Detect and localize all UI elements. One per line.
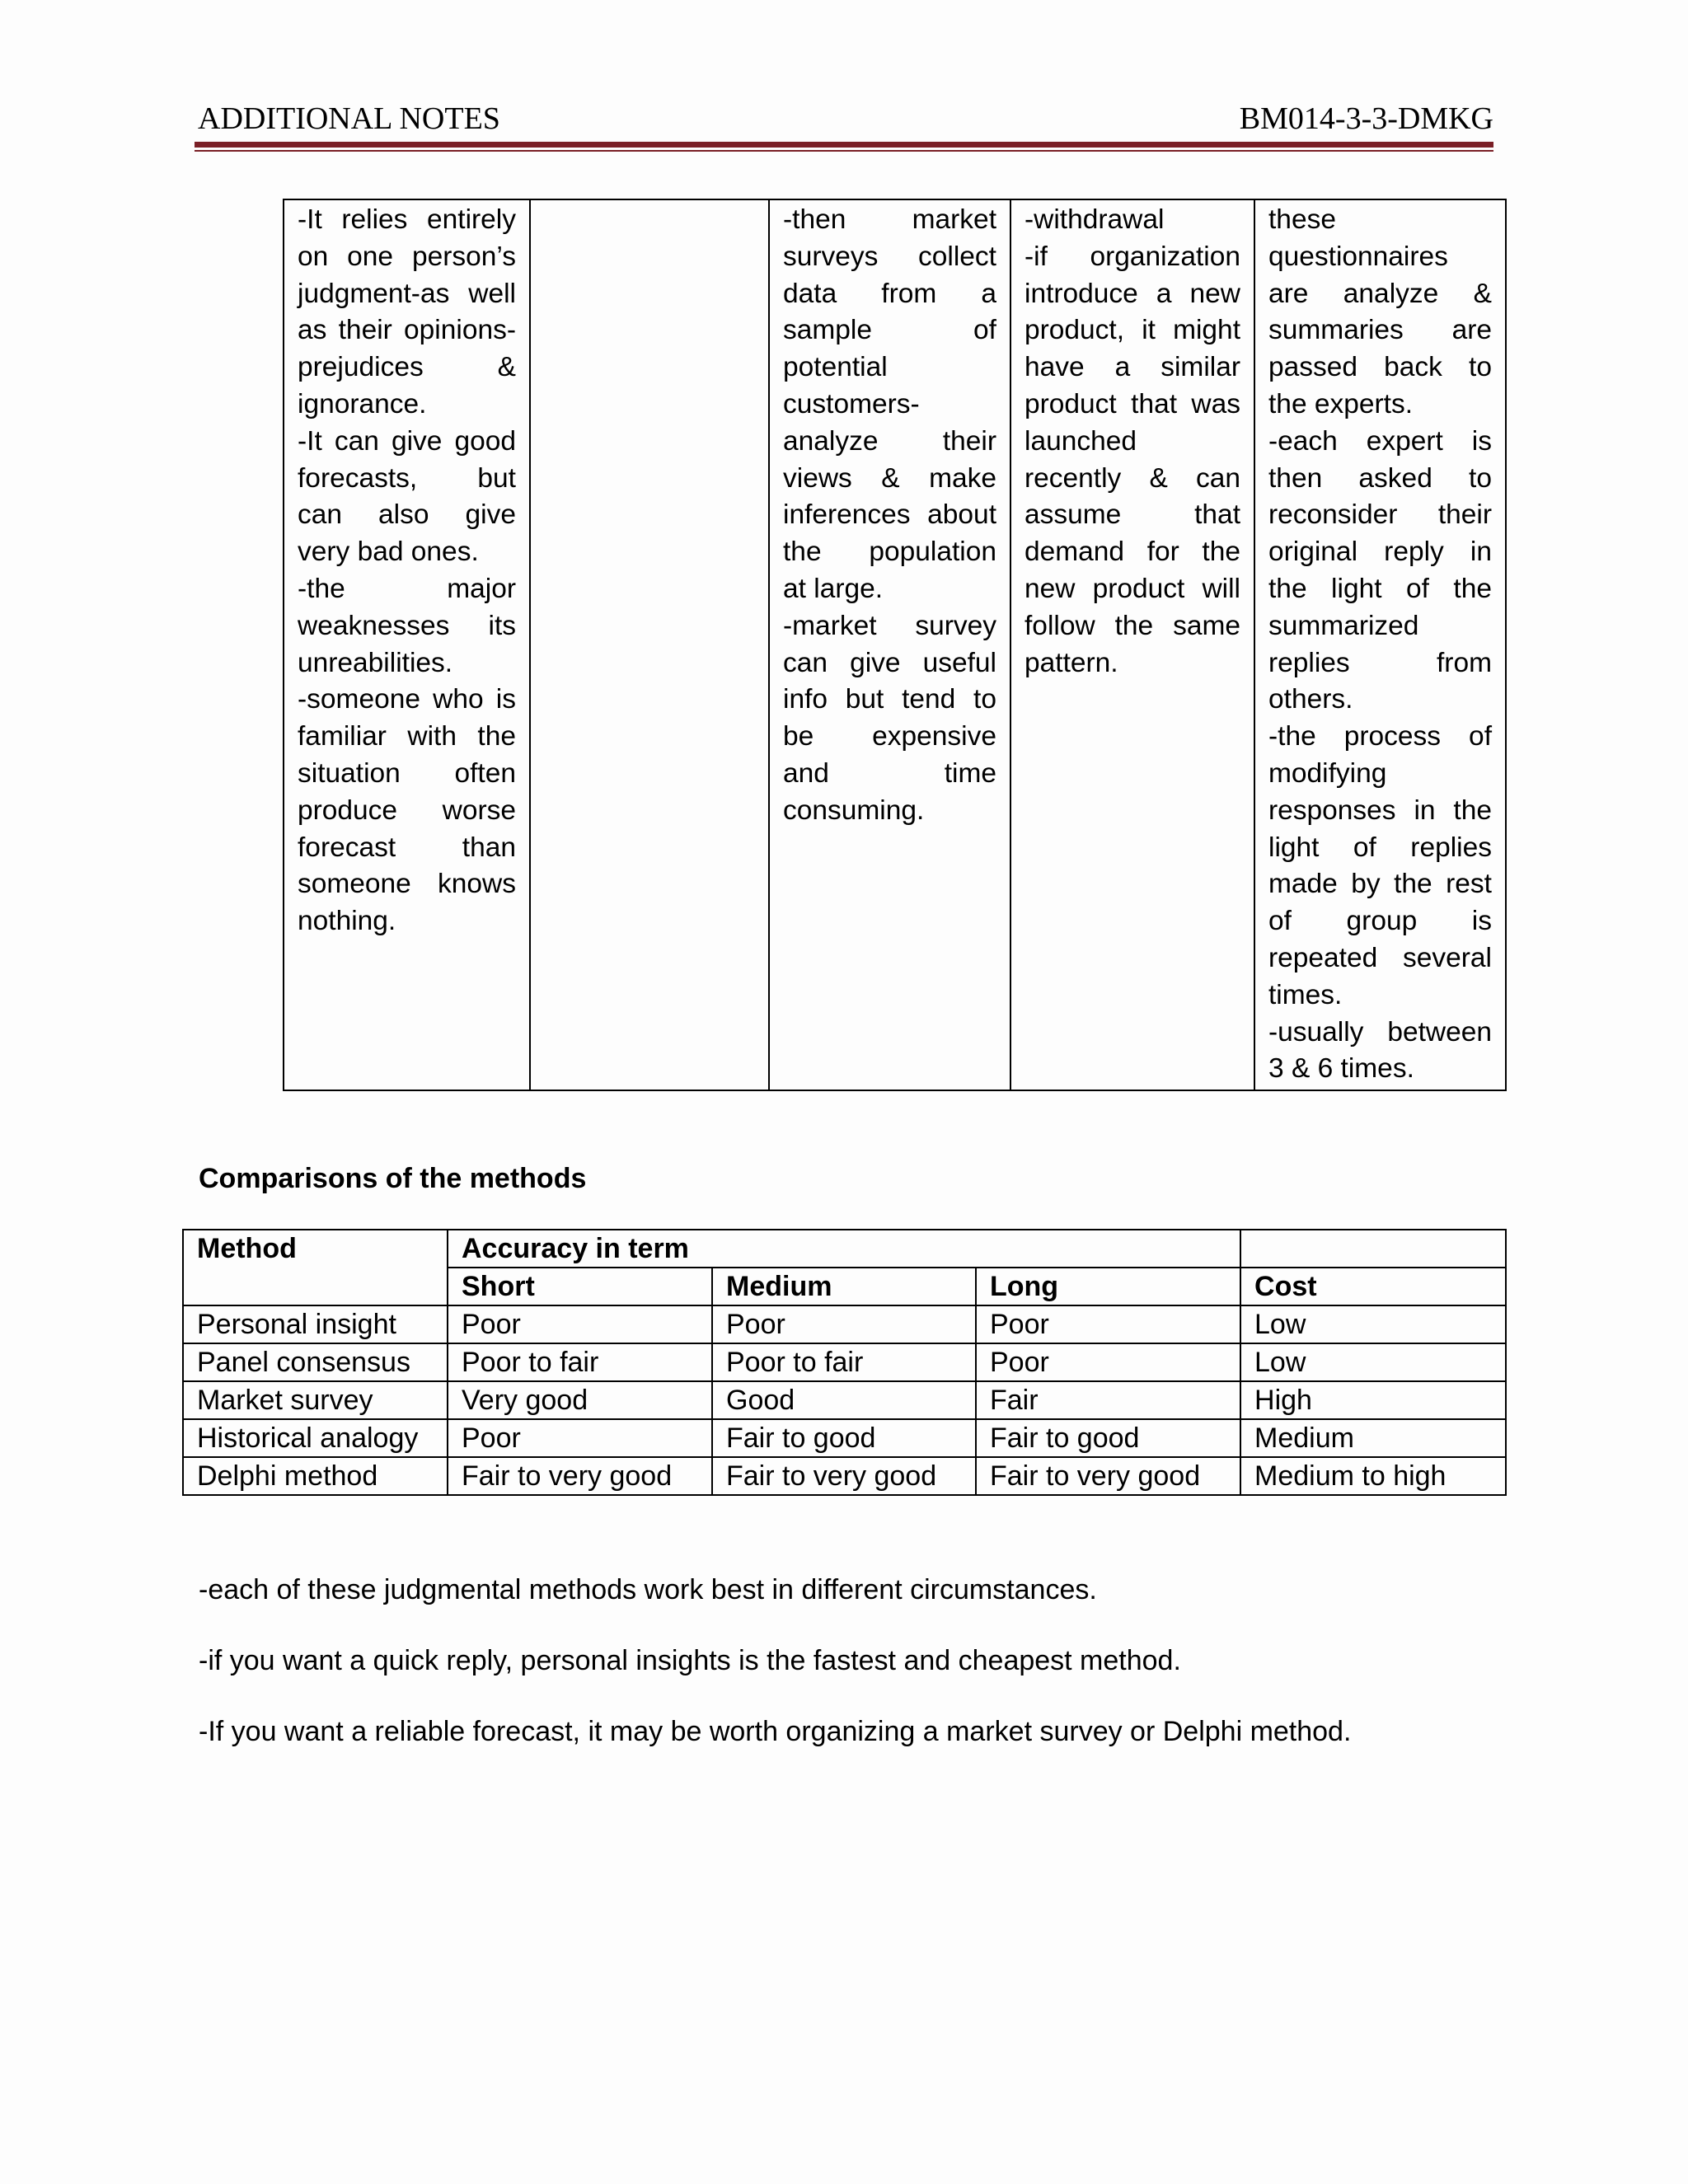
note-line: -It relies entirely bbox=[298, 204, 516, 235]
note-line: summarized bbox=[1268, 610, 1419, 641]
notes-col-historical-analogy bbox=[1010, 199, 1254, 1090]
cell-method: Personal insight bbox=[183, 1305, 448, 1343]
note-line: ignorance. bbox=[298, 388, 427, 419]
note-line: at large. bbox=[783, 573, 884, 604]
note-line: inferences about bbox=[783, 499, 996, 531]
notes-col-empty bbox=[530, 199, 769, 1090]
cell-medium: Fair to good bbox=[712, 1419, 976, 1457]
note-line: questionnaires bbox=[1268, 241, 1448, 272]
note-line: introduce a new bbox=[1025, 278, 1240, 309]
cell-long: Poor bbox=[976, 1305, 1240, 1343]
cell-medium: Poor bbox=[712, 1305, 976, 1343]
note-line: demand for the bbox=[1025, 537, 1240, 568]
note-line: surveys collect bbox=[783, 241, 996, 272]
cell-cost: Medium bbox=[1240, 1419, 1506, 1457]
note-line: potential bbox=[783, 352, 888, 383]
note-line: -withdrawal bbox=[1025, 204, 1165, 235]
notes-table-row bbox=[284, 199, 1506, 1090]
comparison-table bbox=[182, 1229, 1507, 1496]
header-long: Long bbox=[976, 1268, 1240, 1305]
note-line: original reply in bbox=[1268, 537, 1492, 568]
note-line: can also give bbox=[298, 499, 516, 531]
cell-long: Fair to good bbox=[976, 1419, 1240, 1457]
note-line: on one person’s bbox=[298, 241, 516, 272]
cell-medium: Fair to very good bbox=[712, 1457, 976, 1495]
notes-col-delphi-method bbox=[1254, 199, 1506, 1090]
header-rule-thin bbox=[195, 150, 1493, 152]
note-line: forecasts, but bbox=[298, 462, 516, 494]
note-line: the experts. bbox=[1268, 388, 1414, 419]
note-line: nothing. bbox=[298, 906, 396, 937]
cell-medium: Good bbox=[712, 1381, 976, 1419]
cell-cost: Low bbox=[1240, 1343, 1506, 1381]
note-line: -then market bbox=[783, 204, 996, 235]
note-line: can give useful bbox=[783, 647, 996, 678]
note-line: assume that bbox=[1025, 499, 1240, 531]
note-line: recently & can bbox=[1025, 462, 1240, 494]
table-row bbox=[183, 1343, 1506, 1381]
note-line: replies from bbox=[1268, 647, 1492, 678]
note-line: info but tend to bbox=[783, 684, 996, 715]
header-medium: Medium bbox=[712, 1268, 976, 1305]
note-line: -It can give good bbox=[298, 425, 516, 457]
comparison-heading: Comparisons of the methods bbox=[199, 1163, 587, 1194]
header-rule-thick bbox=[195, 142, 1493, 148]
note-line: then asked to bbox=[1268, 462, 1492, 494]
notes-table bbox=[283, 199, 1507, 1091]
note-line: these bbox=[1268, 204, 1336, 235]
note-line: 3 & 6 times. bbox=[1268, 1053, 1414, 1085]
notes-col-personal-insight bbox=[284, 199, 530, 1090]
note-line: analyze their bbox=[783, 425, 996, 457]
note-line: and time bbox=[783, 757, 996, 789]
cell-method: Delphi method bbox=[183, 1457, 448, 1495]
note-line: times. bbox=[1268, 979, 1343, 1010]
notes-col-market-survey bbox=[769, 199, 1010, 1090]
cell-method: Market survey bbox=[183, 1381, 448, 1419]
cell-long: Fair bbox=[976, 1381, 1240, 1419]
note-line: light of replies bbox=[1268, 832, 1492, 863]
note-line: be expensive bbox=[783, 721, 996, 752]
table-row bbox=[183, 1381, 1506, 1419]
note-line: of group is bbox=[1268, 906, 1492, 937]
note-line: produce worse bbox=[298, 794, 516, 826]
note-line: situation often bbox=[298, 757, 516, 789]
note-line: unreabilities. bbox=[298, 647, 453, 678]
note-line: -usually between bbox=[1268, 1016, 1492, 1047]
note-line: follow the same bbox=[1025, 610, 1240, 641]
note-line: prejudices & bbox=[298, 352, 516, 383]
table-row bbox=[183, 1457, 1506, 1495]
note-line: new product will bbox=[1025, 573, 1240, 604]
cell-short: Poor bbox=[448, 1305, 712, 1343]
paragraph-reliable-forecast: -If you want a reliable forecast, it may be worth organizing a market survey or Delphi method. bbox=[199, 1716, 1352, 1747]
cell-cost: High bbox=[1240, 1381, 1506, 1419]
note-line: are analyze & bbox=[1268, 278, 1492, 309]
cell-method: Historical analogy bbox=[183, 1419, 448, 1457]
note-line: passed back to bbox=[1268, 352, 1492, 383]
note-line: repeated several bbox=[1268, 942, 1492, 973]
note-line: -market survey bbox=[783, 610, 996, 641]
note-line: views & make bbox=[783, 462, 996, 494]
cell-short: Poor to fair bbox=[448, 1343, 712, 1381]
note-line: the population bbox=[783, 537, 996, 568]
note-line: data from a bbox=[783, 278, 996, 309]
note-line: summaries are bbox=[1268, 315, 1492, 346]
note-line: weaknesses its bbox=[298, 610, 516, 641]
cell-method: Panel consensus bbox=[183, 1343, 448, 1381]
header-short: Short bbox=[448, 1268, 712, 1305]
note-line: the light of the bbox=[1268, 573, 1492, 604]
note-line: familiar with the bbox=[298, 721, 516, 752]
cell-medium: Poor to fair bbox=[712, 1343, 976, 1381]
paragraph-quick-reply: -if you want a quick reply, personal insights is the fastest and cheapest method. bbox=[199, 1645, 1181, 1676]
header-cost: Cost bbox=[1240, 1268, 1506, 1305]
cell-short: Very good bbox=[448, 1381, 712, 1419]
note-line: very bad ones. bbox=[298, 537, 479, 568]
note-line: sample of bbox=[783, 315, 996, 346]
cell-short: Poor bbox=[448, 1419, 712, 1457]
note-line: modifying bbox=[1268, 757, 1387, 789]
note-line: reconsider their bbox=[1268, 499, 1492, 531]
header-method: Method bbox=[183, 1230, 448, 1305]
note-line: as their opinions- bbox=[298, 315, 516, 346]
cell-cost: Low bbox=[1240, 1305, 1506, 1343]
header-blank bbox=[1240, 1230, 1506, 1268]
table-row bbox=[183, 1305, 1506, 1343]
note-line: -the major bbox=[298, 573, 516, 604]
note-line: -each expert is bbox=[1268, 425, 1492, 457]
note-line: others. bbox=[1268, 684, 1353, 715]
note-line: someone knows bbox=[298, 869, 516, 900]
note-line: responses in the bbox=[1268, 794, 1492, 826]
cell-short: Fair to very good bbox=[448, 1457, 712, 1495]
note-line: pattern. bbox=[1025, 647, 1118, 678]
note-line: made by the rest bbox=[1268, 869, 1492, 900]
table-row bbox=[183, 1419, 1506, 1457]
note-line: product that was bbox=[1025, 388, 1240, 419]
paragraph-circumstances: -each of these judgmental methods work best in different circumstances. bbox=[199, 1574, 1097, 1605]
note-line: launched bbox=[1025, 425, 1137, 457]
header-title: ADDITIONAL NOTES bbox=[198, 101, 500, 136]
note-line: consuming. bbox=[783, 794, 925, 826]
cell-long: Poor bbox=[976, 1343, 1240, 1381]
comparison-header-row bbox=[183, 1230, 1506, 1268]
header-course-code: BM014-3-3-DMKG bbox=[1239, 101, 1493, 136]
cell-cost: Medium to high bbox=[1240, 1457, 1506, 1495]
note-line: have a similar bbox=[1025, 352, 1240, 383]
note-line: -if organization bbox=[1025, 241, 1240, 272]
header-accuracy: Accuracy in term bbox=[448, 1230, 1240, 1268]
page-header bbox=[198, 96, 1493, 142]
note-line: customers- bbox=[783, 388, 920, 419]
note-line: judgment-as well bbox=[298, 278, 516, 309]
cell-long: Fair to very good bbox=[976, 1457, 1240, 1495]
note-line: -someone who is bbox=[298, 684, 516, 715]
note-line: forecast than bbox=[298, 832, 516, 863]
note-line: -the process of bbox=[1268, 721, 1492, 752]
note-line: product, it might bbox=[1025, 315, 1240, 346]
